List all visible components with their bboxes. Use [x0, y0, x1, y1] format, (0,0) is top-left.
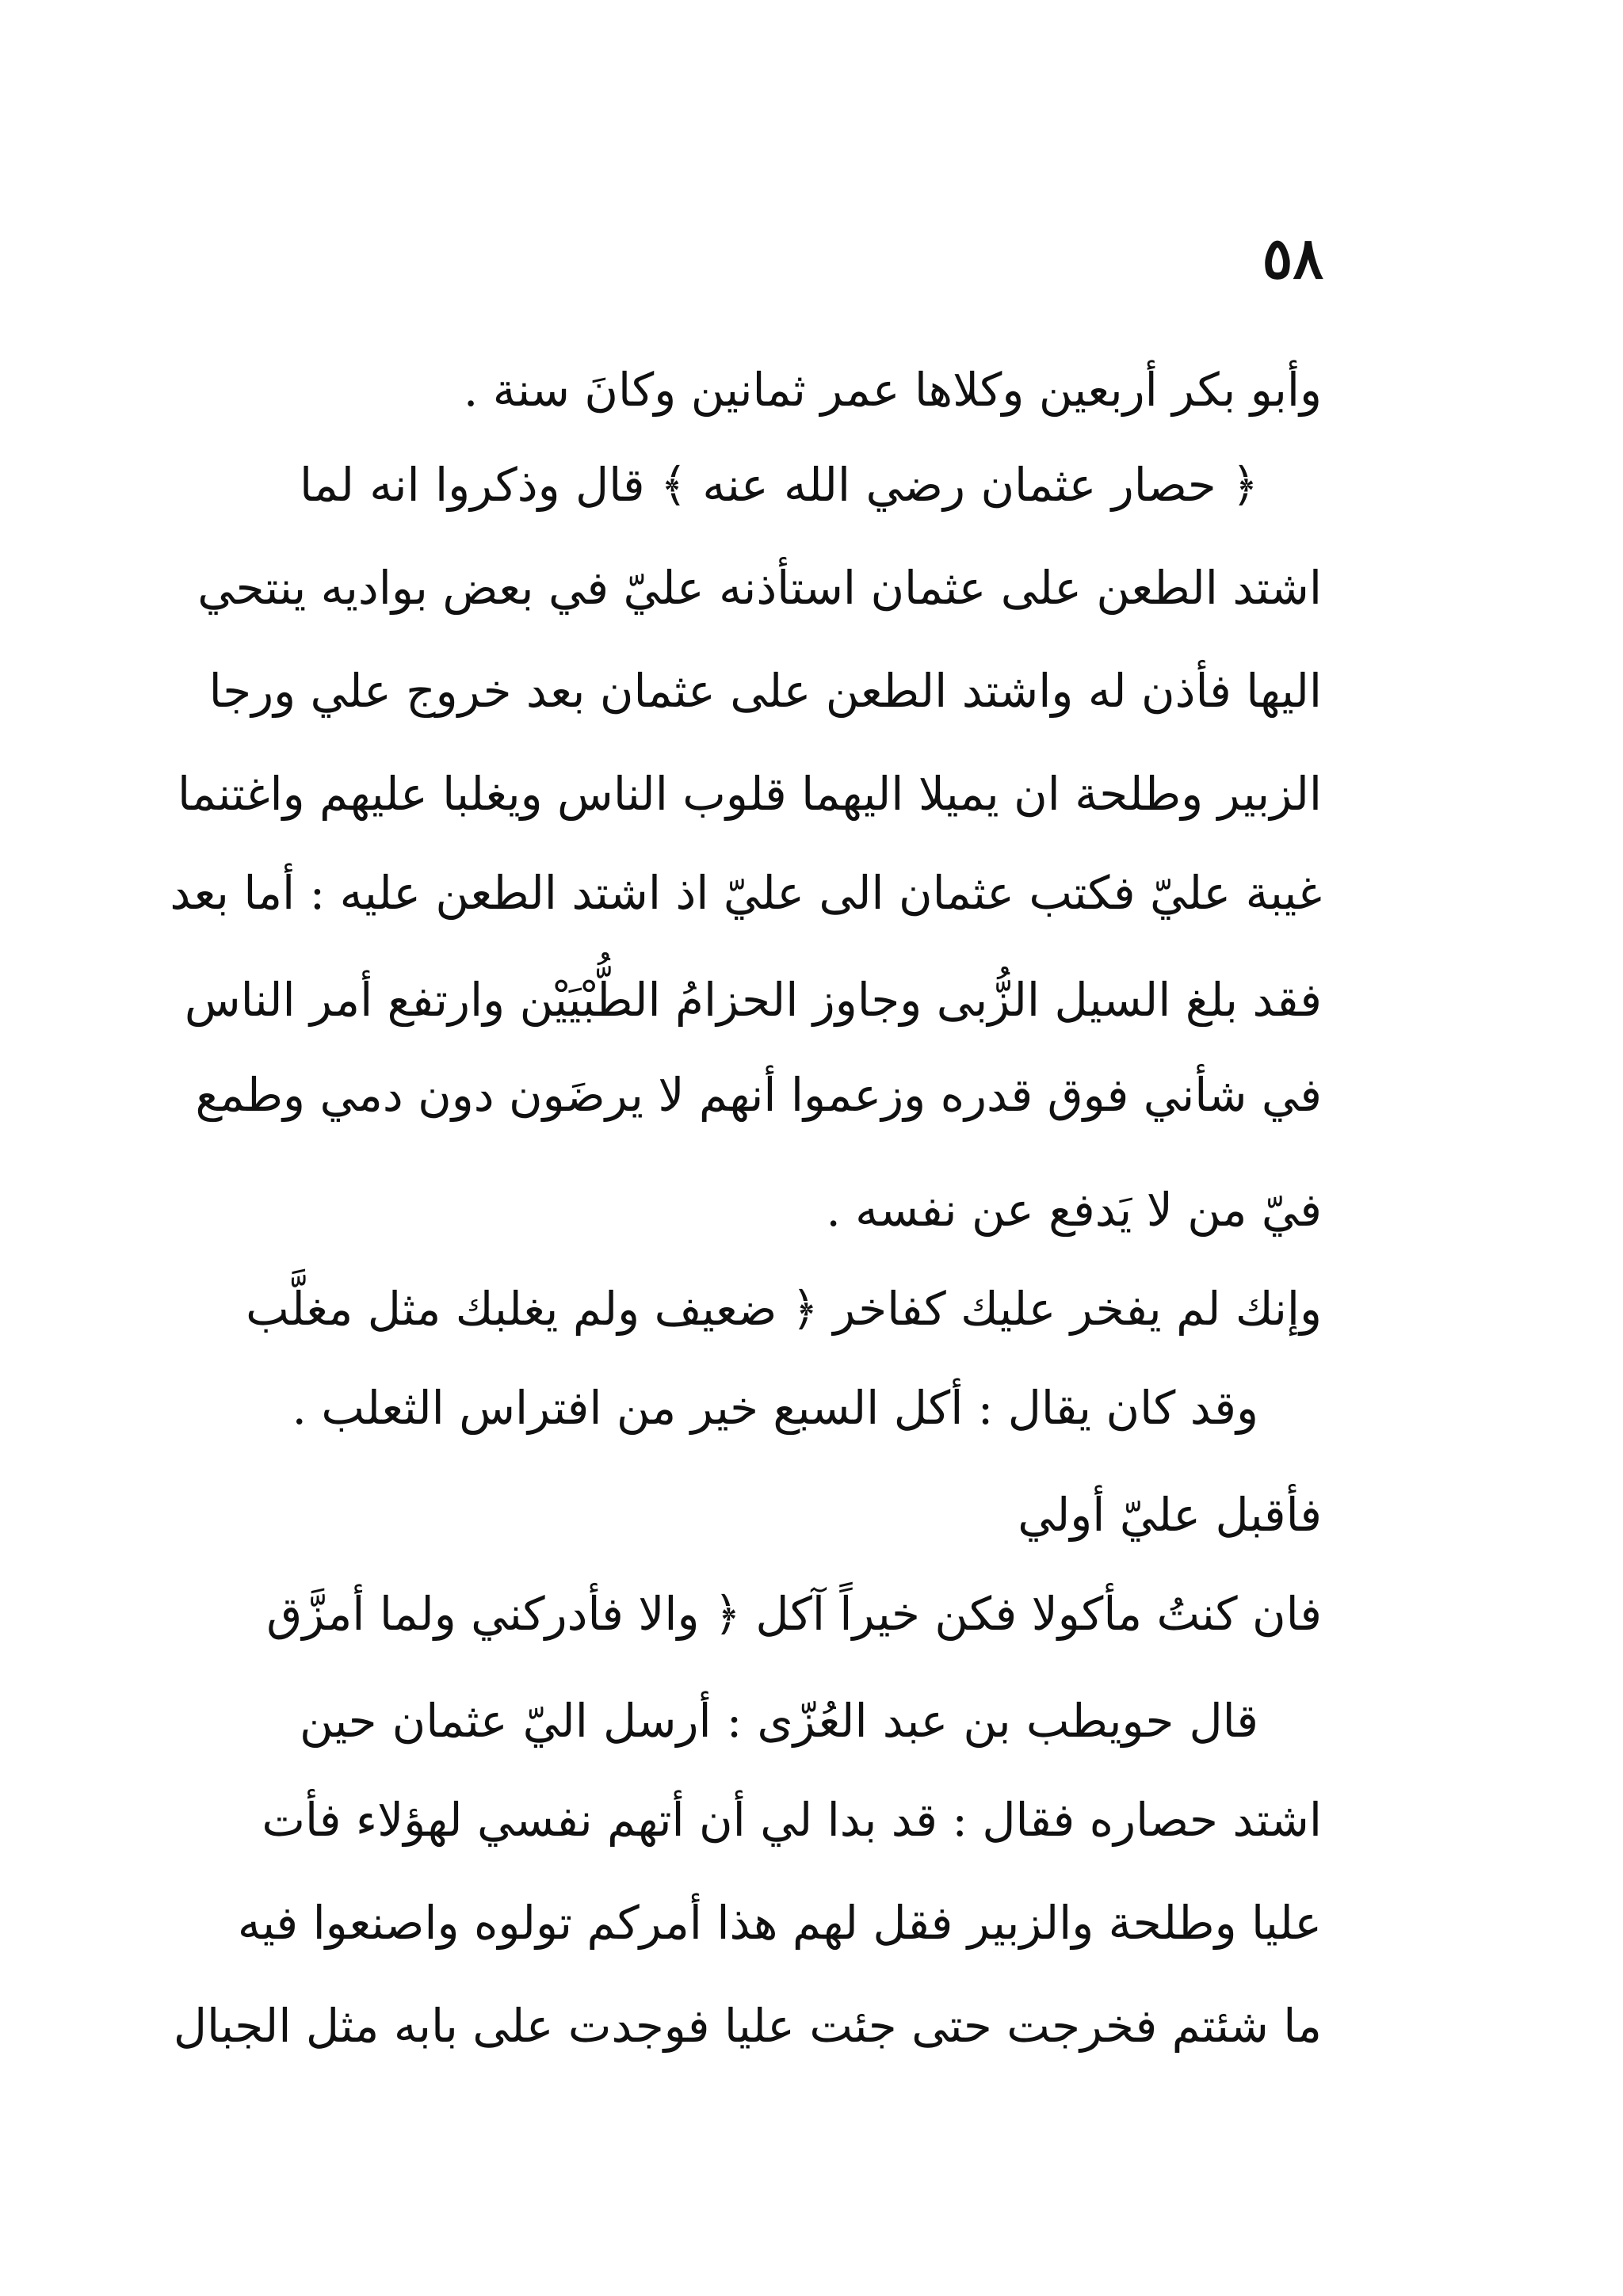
text-line-15: اشتد حصاره فقال : قد بدا لي أن أتهم نفسي لهؤلاء فأت [262, 1793, 1322, 1847]
text-line-14: قال حويطب بن عبد العُزّى : أرسل اليّ عثمان حين [300, 1694, 1258, 1748]
page-number: ٥٨ [1262, 224, 1323, 292]
section-heading-line: ﴿ حصار عثمان رضي الله عنه ﴾ قال وذكروا انه لما [300, 458, 1258, 512]
text-line-17: ما شئتم فخرجت حتى جئت عليا فوجدت على بابه مثل الجبال [173, 1999, 1322, 2053]
verse-line-2: فان كنتُ مأكولا فكن خيراً آكل ﴿ والا فأدركني ولما أمزَّق [266, 1587, 1322, 1641]
text-line-3: اشتد الطعن على عثمان استأذنه عليّ في بعض بواديه ينتحي [197, 561, 1322, 615]
text-line-4: اليها فأذن له واشتد الطعن على عثمان بعد خروج علي ورجا [208, 664, 1322, 718]
text-line-1: وأبو بكر أربعين وكلاها عمر ثمانين وكانَ سنة . [463, 363, 1322, 417]
text-line-5: الزبير وطلحة ان يميلا اليهما قلوب الناس ويغلبا عليهم واغتنما [177, 767, 1322, 821]
text-line-11: وقد كان يقال : أكل السبع خير من افتراس الثعلب . [292, 1381, 1258, 1435]
text-line-9: فيّ من لا يَدفع عن نفسه . [826, 1183, 1322, 1237]
text-line-12: فأقبل عليّ أولي [1018, 1488, 1322, 1542]
text-line-16: عليا وطلحة والزبير فقل لهم هذا أمركم تولوه واصنعوا فيه [237, 1896, 1322, 1950]
verse-line-1: وإنك لم يفخر عليك كفاخر ﴿ ضعيف ولم يغلبك مثل مغلَّب [246, 1282, 1322, 1336]
text-line-8: في شأني فوق قدره وزعموا أنهم لا يرضَون دون دمي وطمع [195, 1068, 1322, 1122]
text-line-7: فقد بلغ السيل الزُّبى وجاوز الحزامُ الطُّبْيَيْن وارتفع أمر الناس [184, 973, 1322, 1027]
text-line-6: غيبة عليّ فكتب عثمان الى عليّ اذ اشتد الطعن عليه : أما بعد [170, 866, 1322, 920]
